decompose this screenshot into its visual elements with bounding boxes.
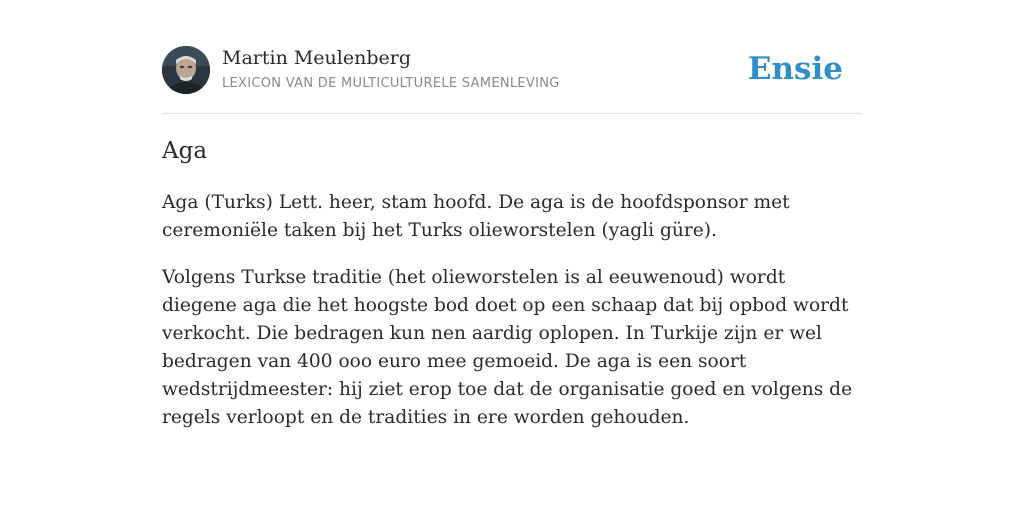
article-paragraph: Aga (Turks) Lett. heer, stam hoofd. De aga is de hoofdsponsor met ceremoniële taken bij het Turks olieworstelen (yagli güre). bbox=[162, 192, 790, 241]
article-title: Aga bbox=[162, 138, 208, 164]
article-body bbox=[162, 189, 862, 451]
brand-logo[interactable]: Ensie bbox=[747, 51, 843, 87]
divider bbox=[162, 113, 862, 114]
publication-name[interactable]: LEXICON VAN DE MULTICULTURELE SAMENLEVING bbox=[222, 76, 560, 91]
avatar[interactable] bbox=[162, 46, 210, 94]
author-header bbox=[162, 46, 862, 96]
author-name[interactable]: Martin Meulenberg bbox=[222, 47, 411, 69]
article-paragraph: Volgens Turkse traditie (het olieworstelen is al eeuwenoud) wordt diegene aga die het hoogste bod doet op een schaap dat bij opbod wordt verkocht. Die bedragen kun nen aardig oplopen. In Turkije zijn er wel bedragen van 400 ooo euro mee gemoeid. De aga is een soort wedstrijdmeester: hij ziet erop toe dat de organisatie goed en volgens de regels verloopt en de tradities in ere worden gehouden. bbox=[162, 267, 853, 428]
avatar-portrait-icon bbox=[162, 46, 210, 94]
